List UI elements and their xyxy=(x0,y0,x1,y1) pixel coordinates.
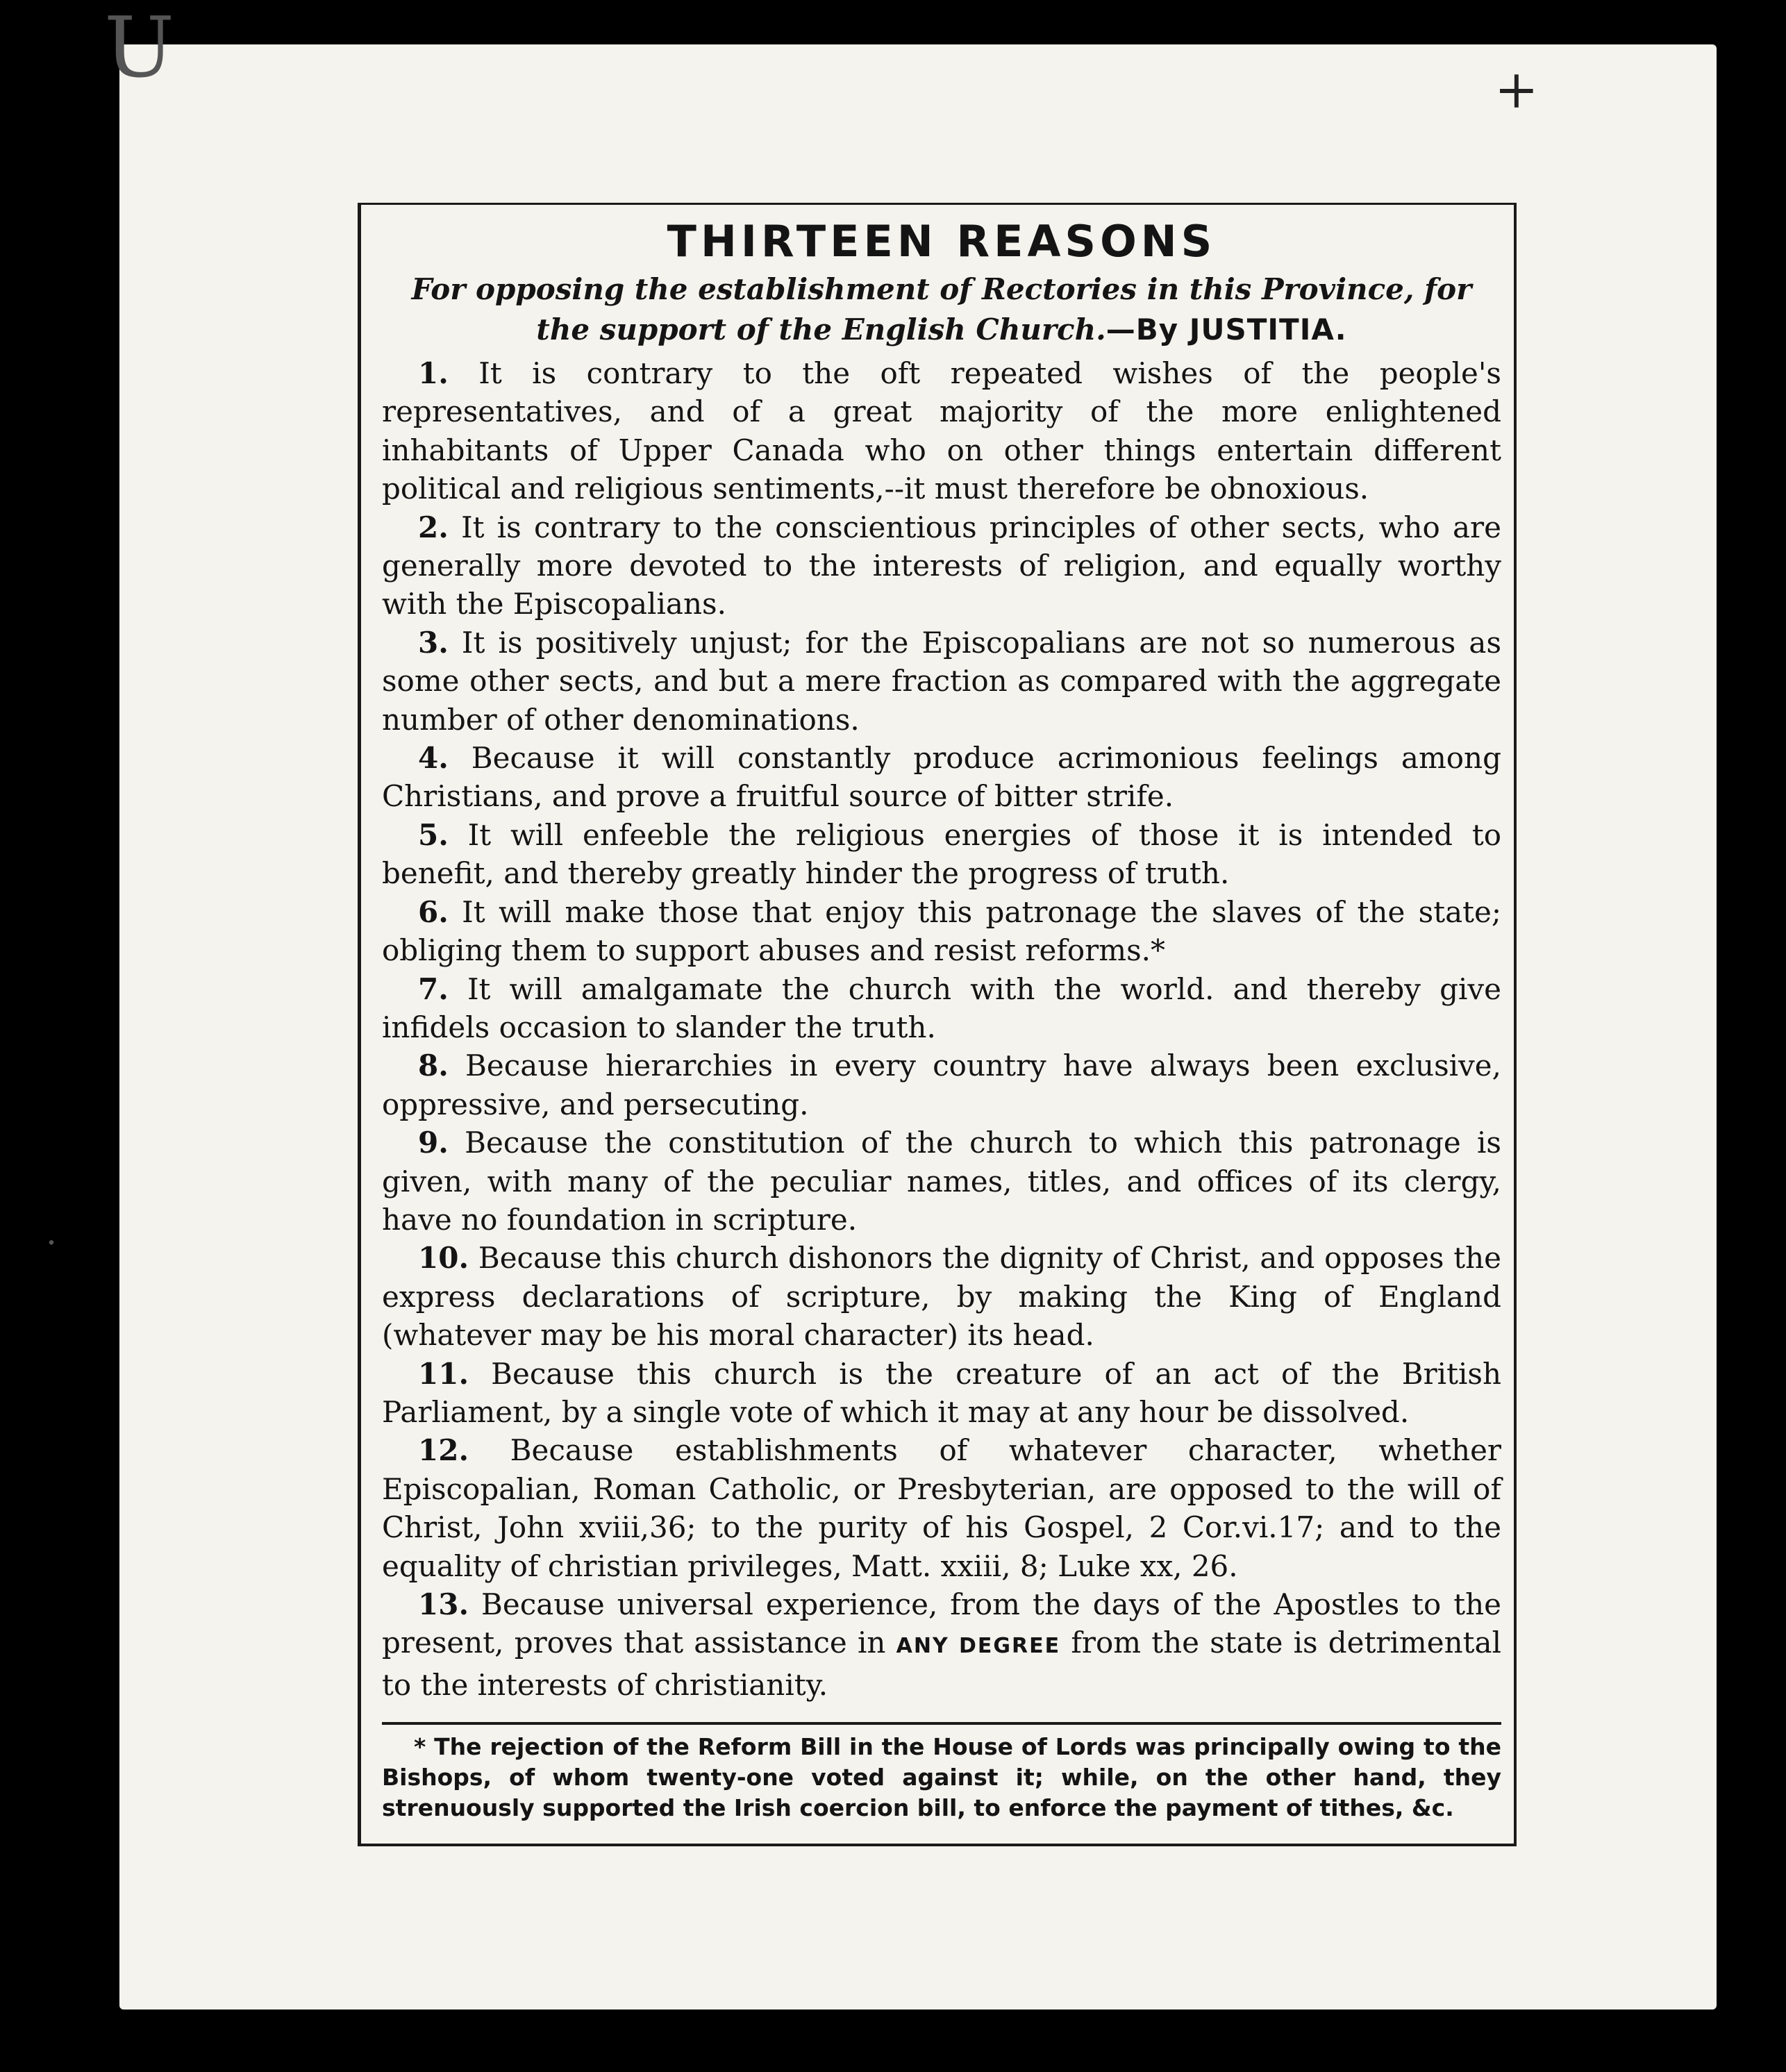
reason-number: 13. xyxy=(418,1587,469,1621)
reason-item xyxy=(382,1431,1501,1585)
reason-number: 10. xyxy=(418,1241,469,1276)
footnote: * The rejection of the Reform Bill in the House of Lords was principally owing to the Bishops, of whom twenty-one voted against it; while, on the other hand, they strenuously supported the Irish coercion bill, to enforce the payment of tithes, &c. xyxy=(382,1733,1501,1822)
reason-number: 6. xyxy=(418,894,449,929)
reason-number: 12. xyxy=(418,1433,469,1468)
reason-item xyxy=(382,624,1501,739)
reason-text: Because this church is the creature of an act of the British Parliament, by a single vote of which it may at any hour be dissolved. xyxy=(382,1356,1501,1429)
pencil-mark: U xyxy=(104,0,175,97)
reason-number: 1. xyxy=(418,356,449,390)
reason-text: Because universal experience, from the days of the Apostles to the present, proves that assistance in xyxy=(382,1587,1501,1660)
reason-number: 3. xyxy=(418,625,449,660)
reason-emphasis: ANY DEGREE xyxy=(896,1634,1061,1659)
byline-prefix: —By xyxy=(1105,312,1190,346)
reason-number: 2. xyxy=(418,510,449,544)
reason-text: It will amalgamate the church with the world. and thereby give infidels occasion to slander the truth. xyxy=(382,971,1501,1044)
reason-text: Because it will constantly produce acrimonious feelings among Christians, and prove a fruitful source of bitter strife. xyxy=(382,741,1501,814)
document-subtitle xyxy=(382,269,1501,350)
broadside-content xyxy=(382,215,1501,1823)
reason-number: 11. xyxy=(418,1356,469,1391)
reason-item xyxy=(382,1123,1501,1239)
reason-text: It is contrary to the conscientious principles of other sects, who are generally more devoted to the interests of religion, and equally worthy with the Episcopalians. xyxy=(382,510,1501,621)
reason-item xyxy=(382,816,1501,893)
reason-item xyxy=(382,1585,1501,1704)
document-title: THIRTEEN REASONS xyxy=(667,216,1217,267)
ink-dot: . xyxy=(46,1212,57,1253)
cross-mark: + xyxy=(1494,58,1539,120)
reason-item xyxy=(382,508,1501,624)
reason-number: 8. xyxy=(418,1048,449,1083)
reason-item xyxy=(382,1046,1501,1123)
reason-item xyxy=(382,739,1501,816)
footnote-divider xyxy=(382,1722,1501,1725)
subtitle-text: For opposing the establishment of Rectories in this Province, for the support of the English Church. xyxy=(411,272,1472,346)
reason-text: Because hierarchies in every country have always been exclusive, oppressive, and persecuting. xyxy=(382,1048,1501,1121)
reason-item xyxy=(382,893,1501,970)
reason-number: 7. xyxy=(418,971,449,1006)
author-name: JUSTITIA. xyxy=(1189,312,1347,346)
reason-item xyxy=(382,1239,1501,1354)
reason-item xyxy=(382,970,1501,1047)
reason-number: 4. xyxy=(418,741,449,776)
reason-text: It is contrary to the oft repeated wishes of the people's representatives, and of a great majority of the more enlightened inhabitants of Upper Canada who on other things entertain different political and religious sentiments,--it must therefore be obnoxious. xyxy=(382,356,1501,506)
reason-text: Because this church dishonors the dignity of Christ, and opposes the express declarations of scripture, by making the King of England (whatever may be his moral character) its head. xyxy=(382,1241,1501,1353)
reason-number: 5. xyxy=(418,817,449,852)
reason-text: It will make those that enjoy this patronage the slaves of the state; obliging them to support abuses and resist reforms.* xyxy=(382,894,1501,968)
reason-text: Because establishments of whatever character, whether Episcopalian, Roman Catholic, or Presbyterian, are opposed to the will of Christ, John xviii,36; to the purity of his Gospel, 2 Cor.vi.17; and to the equality of christian privileges, Matt. xxiii, 8; Luke xx, 26. xyxy=(382,1433,1501,1583)
reason-number: 9. xyxy=(418,1126,449,1160)
reason-item xyxy=(382,354,1501,508)
reason-item xyxy=(382,1355,1501,1432)
reason-text: It is positively unjust; for the Episcopalians are not so numerous as some other sects, and but a mere fraction as compared with the aggregate number of other denominations. xyxy=(382,625,1501,737)
reason-text-continued: from the state is detrimental to the interests of christianity. xyxy=(382,1626,1502,1702)
reason-text: Because the constitution of the church to which this patronage is given, with many of the peculiar names, titles, and offices of its clergy, have no foundation in scripture. xyxy=(382,1126,1501,1237)
reason-text: It will enfeeble the religious energies of those it is intended to benefit, and thereby greatly hinder the progress of truth. xyxy=(382,817,1501,891)
reasons-list xyxy=(382,354,1501,1704)
